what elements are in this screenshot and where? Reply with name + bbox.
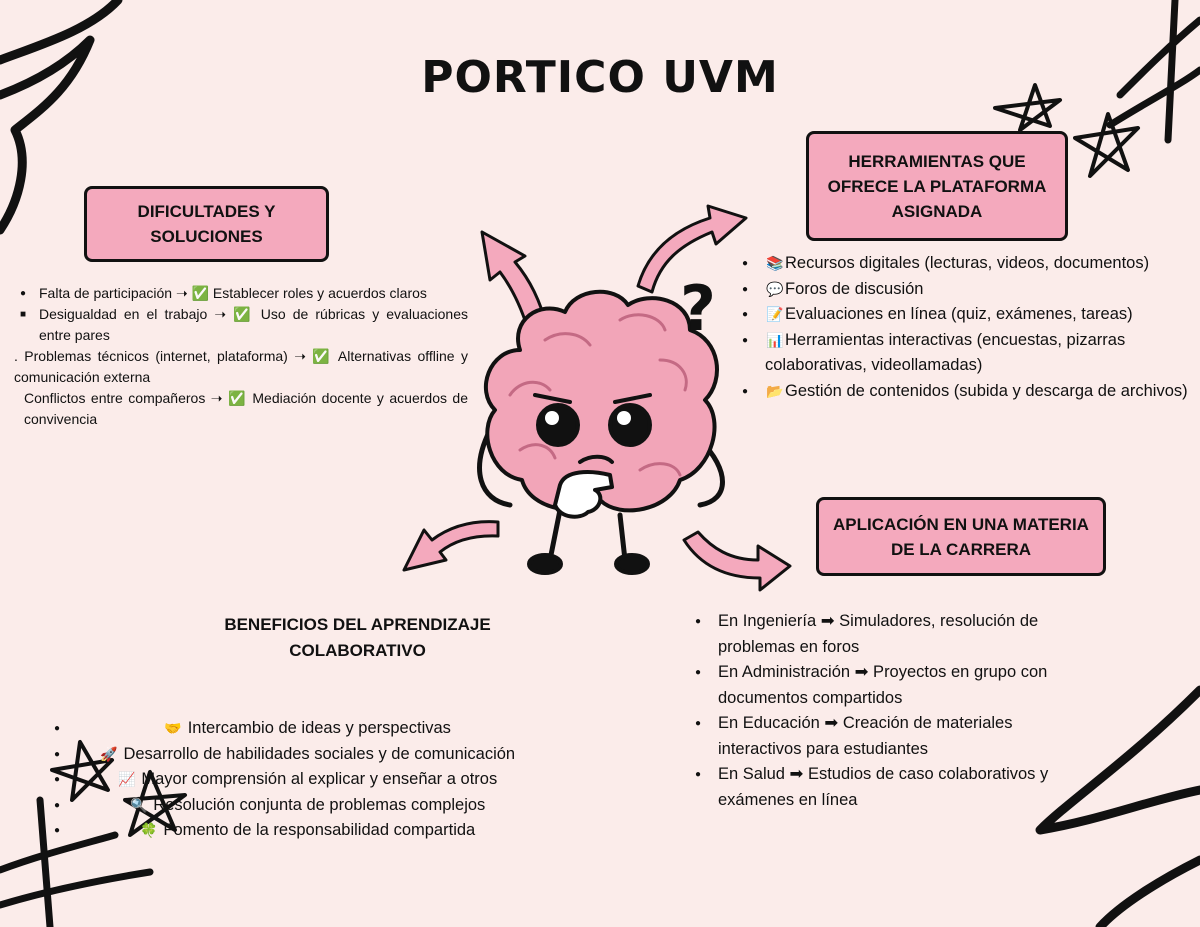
- list-item: ● 📈 Mayor comprensión al explicar y enseñar a otros: [52, 767, 522, 793]
- list-item: ● 🤝 Intercambio de ideas y perspectivas: [52, 716, 522, 742]
- aplicacion-box: APLICACIÓN EN UNA MATERIA DE LA CARRERA: [816, 497, 1106, 576]
- speech-bubble-icon: 💬: [766, 280, 784, 297]
- chart-up-icon: 📈: [118, 771, 136, 787]
- aplicacion-list: [693, 609, 1068, 813]
- handshake-icon: 🤝: [164, 720, 182, 736]
- list-item: ● 📝Evaluaciones en línea (quiz, exámenes, tareas): [740, 302, 1200, 328]
- list-item: ● En Educación ➡ Creación de materiales interactivos para estudiantes: [693, 711, 1068, 762]
- bar-chart-icon: 📊: [766, 331, 784, 348]
- list-item: ● En Ingeniería ➡ Simuladores, resolución de problemas en foros: [693, 609, 1068, 660]
- dificultades-list: [14, 283, 468, 430]
- list-item: ● 📊Herramientas interactivas (encuestas, pizarras colaborativas, videollamadas): [740, 328, 1200, 379]
- books-icon: 📚: [766, 255, 784, 271]
- beneficios-list: [52, 716, 522, 844]
- list-item: ● Falta de participación ➝ ✅ Establecer roles y acuerdos claros: [14, 283, 468, 304]
- herramientas-list: [740, 251, 1200, 404]
- herramientas-box: HERRAMIENTAS QUE OFRECE LA PLATAFORMA ASIGNADA: [806, 131, 1068, 241]
- list-item: ● 💬Foros de discusión: [740, 277, 1200, 303]
- list-item: ● 📚Recursos digitales (lecturas, videos, documentos): [740, 251, 1200, 277]
- list-item: . Problemas técnicos (internet, plataforma) ➝ ✅ Alternativas offline y comunicación externa: [14, 348, 468, 385]
- list-item: Conflictos entre compañeros ➝ ✅ Mediación docente y acuerdos de convivencia: [24, 390, 468, 427]
- magnifier-icon: 🔍: [129, 796, 148, 813]
- rocket-icon: 🚀: [100, 745, 118, 762]
- list-item: ● En Salud ➡ Estudios de caso colaborativos y exámenes en línea: [693, 762, 1068, 813]
- list-item: ■ Desigualdad en el trabajo ➝ ✅ Uso de rúbricas y evaluaciones entre pares: [14, 304, 468, 346]
- list-item: ● 🔍 Resolución conjunta de problemas complejos: [52, 793, 522, 819]
- list-item: ● 📂Gestión de contenidos (subida y descarga de archivos): [740, 379, 1200, 405]
- question-mark-icon: ?: [680, 272, 716, 345]
- list-item: ● 🚀 Desarrollo de habilidades sociales y de comunicación: [52, 742, 522, 768]
- folder-icon: 📂: [766, 382, 784, 399]
- dificultades-box: DIFICULTADES Y SOLUCIONES: [84, 186, 329, 262]
- list-item: ● 🍀 Fomento de la responsabilidad compartida: [52, 818, 522, 844]
- memo-icon: 📝: [766, 306, 784, 322]
- clover-icon: 🍀: [140, 822, 158, 838]
- page-title: PORTICO UVM: [421, 52, 779, 103]
- list-item: ● En Administración ➡ Proyectos en grupo con documentos compartidos: [693, 660, 1068, 711]
- beneficios-heading: BENEFICIOS DEL APRENDIZAJE COLABORATIVO: [224, 615, 491, 660]
